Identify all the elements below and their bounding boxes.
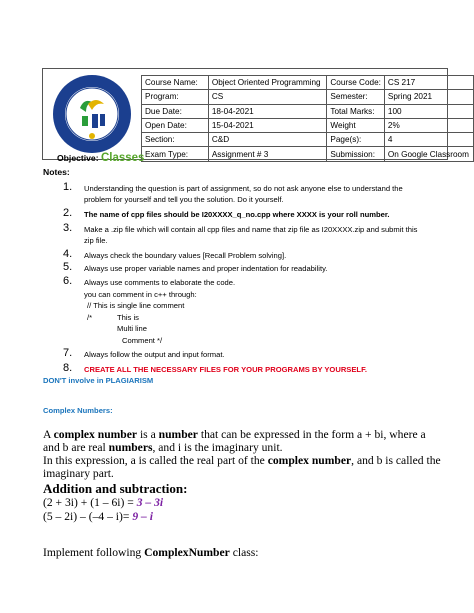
info-label: Section: (142, 133, 209, 147)
definition-text: is a (139, 428, 156, 441)
plagiarism-warning: DON'T involve in PLAGIARISM (43, 376, 154, 385)
instruction-number: 4. (63, 248, 73, 260)
info-value: Object Oriented Programming (208, 76, 327, 90)
instruction-number: 5. (63, 261, 73, 273)
equation-lhs: (5 – 2i) – (–4 – i)= (43, 510, 130, 523)
info-label: Total Marks: (327, 104, 385, 118)
objective-value: Classes (100, 152, 145, 164)
info-label: Page(s): (327, 133, 385, 147)
info-label: Course Code: (327, 76, 385, 90)
definition-text: , and i is the imaginary unit. (152, 441, 283, 454)
instruction-text: Always use proper variable names and proper indentation for readability. (84, 264, 328, 273)
definition-term: numbers (108, 441, 153, 454)
info-row (142, 133, 474, 147)
comment-multi-line2: Multi line (117, 324, 147, 333)
info-label: Due Date: (142, 104, 209, 118)
definition-paragraph (43, 428, 443, 480)
instruction-number: 6. (63, 275, 73, 287)
info-row (142, 118, 474, 132)
info-row (142, 147, 474, 161)
info-value: Spring 2021 (384, 90, 473, 104)
university-logo (52, 74, 132, 154)
definition-term: number (158, 428, 198, 441)
equation-lhs: (2 + 3i) + (1 – 6i) = (43, 496, 134, 509)
definition-text: that can be expressed in the form a + bi, where a and b are real (43, 428, 426, 454)
instruction-number: 8. (63, 362, 73, 374)
objective-label: Objective: (57, 153, 99, 163)
definition-text: A (43, 428, 51, 441)
info-row (142, 90, 474, 104)
implement-text: class: (232, 546, 259, 559)
notes-label: Notes: (43, 167, 70, 177)
info-value: 18-04-2021 (208, 104, 327, 118)
instruction-text: CREATE ALL THE NECESSARY FILES FOR YOUR PROGRAMS BY YOURSELF. (84, 365, 367, 374)
info-value: 100 (384, 104, 473, 118)
info-label: Submission: (327, 147, 385, 161)
comment-multi-start: /* (87, 313, 93, 322)
instruction-text: Always use comments to elaborate the code. (84, 278, 236, 287)
info-value: 2% (384, 118, 473, 132)
instruction-text: The name of cpp files should be I20XXXX_q_no.cpp where XXXX is your roll number. (84, 210, 390, 219)
info-value: CS 217 (384, 76, 473, 90)
info-value: C&D (208, 133, 327, 147)
instruction-number: 2. (63, 207, 73, 219)
info-value: Assignment # 3 (208, 147, 327, 161)
definition-text: , and b is called the imaginary part. (43, 454, 441, 480)
instruction-number: 3. (63, 222, 73, 234)
info-label: Weight (327, 118, 385, 132)
info-value: 15-04-2021 (208, 118, 327, 132)
implement-line (43, 546, 443, 559)
comment-single: // This is single line comment (87, 301, 185, 310)
info-row (142, 104, 474, 118)
equation-1 (43, 496, 443, 509)
instruction-text: Understanding the question is part of assignment, so do not ask anyone else to understand the problem for yourself and tell you the solution. Do it yourself. (84, 184, 403, 204)
comment-multi-line1: This is (117, 313, 139, 322)
instruction-number: 7. (63, 347, 73, 359)
definition-text: In this expression, a is called the real part of the (43, 454, 265, 467)
definition-term: complex number (53, 428, 138, 441)
info-label: Exam Type: (142, 147, 209, 161)
comment-multi-end: Comment */ (122, 336, 163, 345)
definition-term: complex number (267, 454, 352, 467)
class-name: ComplexNumber (144, 546, 230, 559)
info-value: 4 (384, 133, 473, 147)
info-label: Course Name: (142, 76, 209, 90)
info-value: On Google Classroom (384, 147, 473, 161)
addsub-heading: Addition and subtraction: (43, 481, 188, 496)
complex-heading: Complex Numbers: (43, 406, 113, 415)
implement-text: Implement following (43, 546, 142, 559)
equation-2 (43, 510, 443, 523)
objective (57, 152, 144, 164)
instruction-number: 1. (63, 181, 73, 193)
equation-rhs: 3 – 3i (136, 496, 164, 509)
info-label: Open Date: (142, 118, 209, 132)
info-label: Semester: (327, 90, 385, 104)
instruction-text: Make a .zip file which will contain all cpp files and name that zip file as I20XXXX.zip and submit this zip file. (84, 225, 418, 245)
info-row (142, 76, 474, 90)
info-value: CS (208, 90, 327, 104)
comment-intro: you can comment in c++ through: (84, 290, 197, 299)
equation-rhs: 9 – i (132, 510, 153, 523)
course-info-table (141, 75, 474, 162)
info-label: Program: (142, 90, 209, 104)
instruction-text: Always check the boundary values [Recall Problem solving]. (84, 251, 287, 260)
instruction-text: Always follow the output and input format. (84, 350, 225, 359)
